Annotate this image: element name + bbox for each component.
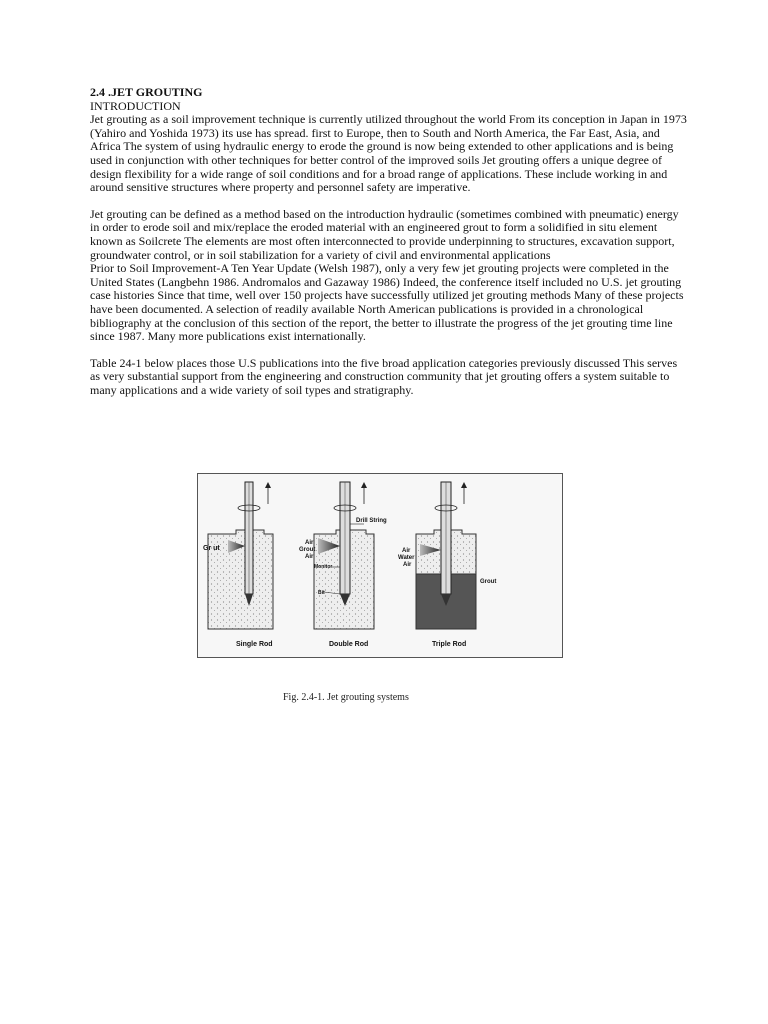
paragraph-table-reference: Table 24-1 below places those U.S publications into the five broad application categories previously discussed This serves as very substantial support from the engineering and construction community that jet grouting offers a system suitable to many applications and a wide variety of soil types and stratigraphy. [90,355,678,397]
figure-jet-grouting-systems [197,473,563,658]
panel-title-single-rod: Single Rod [236,641,273,648]
label-water-triple: Water [398,555,415,561]
section-subheading: INTRODUCTION [90,98,181,113]
document-body [90,86,690,397]
label-grout-triple: Grout [480,579,497,585]
panel-title-double-rod: Double Rod [329,641,369,648]
label-drill-string: Drill String [356,518,387,524]
label-grout-single: Gr ut [203,545,220,552]
label-air-bottom-double: Air [305,554,314,560]
label-bit: Bit [318,590,325,596]
label-air-bottom-triple: Air [403,562,412,568]
figure-illustration [198,474,562,657]
panel-title-triple-rod: Triple Rod [432,641,467,648]
paragraph-intro: Jet grouting as a soil improvement technique is currently utilized throughout the world From its conception in Japan in 1973 (Yahiro and Yoshida 1973) its use has spread. first to Europe, then to South and North America, the Far East, Asia, and Africa The system of using hydraulic energy to erode the ground is now being extended to other applications and is being used in conjunction with other techniques for better control of the improved soils Jet grouting offers a unique degree of design flexibility for a wide range of soil conditions and for a broad range of applications. These include working in and around sensitive structures where property and personnel safety are imperative. [90,112,687,195]
label-air-top-triple: Air [402,548,411,554]
figure-caption: Fig. 2.4-1. Jet grouting systems [283,692,409,703]
panel-single-rod [203,482,273,648]
label-grout-double: Grout [299,547,316,553]
label-air-top-double: Air [305,540,314,546]
paragraph-definition: Jet grouting can be defined as a method based on the introduction hydraulic (sometimes combined with pneumatic) energy in order to erode soil and mix/replace the eroded material with an engineered grout to form a solidified in situ element known as Soilcrete The elements are most often interconnected to provide underpinning to structures, excavation support, groundwater control, or in soil stabilization for a variety of civil and environmental applications [90,206,679,262]
section-heading: 2.4 .JET GROUTING [90,85,203,99]
paragraph-history: Prior to Soil Improvement-A Ten Year Update (Welsh 1987), only a very few jet grouting projects were completed in the United States (Langbehn 1986. Andromalos and Gazaway 1986) Indeed, the conference itself included no U.S. jet grouting case histories Since that time, well over 150 projects have successfully utilized jet grouting methods Many of these projects have been documented. A selection of readily available North American publications is provided in a chronological bibliography at the conclusion of this section of the report, the better to illustrate the progress of the jet grouting time line since 1987. Many more publications exist internationally. [90,261,684,344]
label-monitor: Monitor [314,564,333,570]
panel-double-rod [299,482,387,648]
panel-triple-rod [398,482,496,648]
